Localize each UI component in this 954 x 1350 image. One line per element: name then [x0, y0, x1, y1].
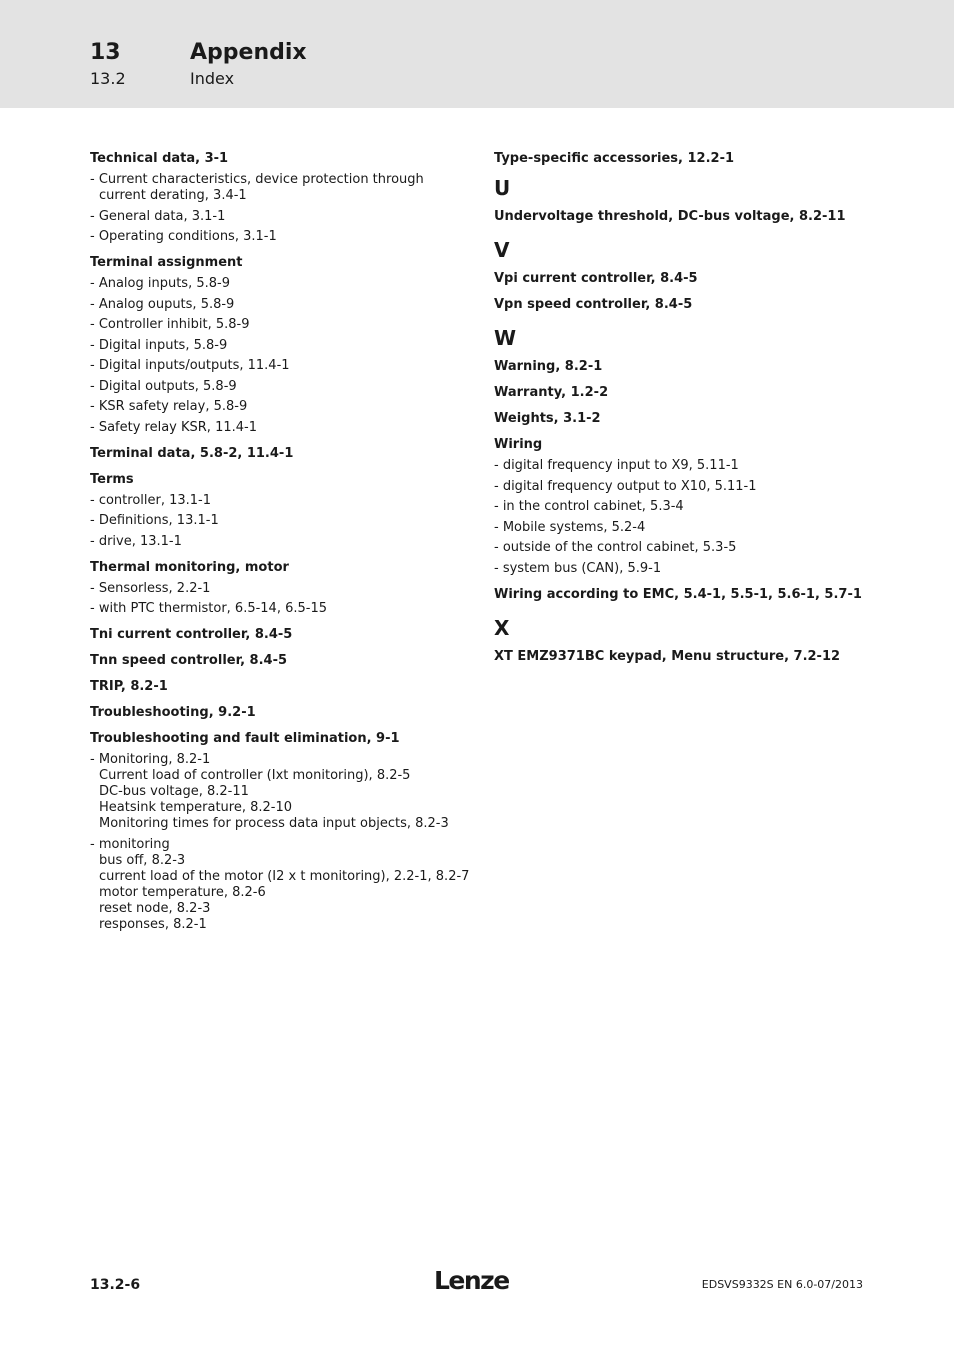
index-subentry-line: - Digital outputs, 5.8-9 — [90, 378, 237, 394]
index-subentry — [90, 229, 480, 245]
index-subentry-line: reset node, 8.2-3 — [99, 900, 211, 916]
index-subentry-line: - Analog inputs, 5.8-9 — [90, 276, 230, 291]
index-column-left — [90, 151, 480, 943]
index-subentry — [90, 338, 480, 354]
index-subentry — [90, 601, 480, 617]
index-subentry-line: Current load of controller (Ixt monitoring), 8.2-5 — [99, 768, 411, 783]
index-subentry — [90, 297, 480, 313]
index-subentry — [494, 479, 924, 495]
index-subentry-line: - Monitoring, 8.2-1 — [90, 752, 211, 767]
index-entry — [90, 472, 480, 550]
index-entry — [90, 705, 480, 721]
index-entry — [494, 359, 924, 375]
section-title: Index — [190, 69, 235, 88]
index-subentry-line: - Sensorless, 2.2-1 — [90, 580, 211, 596]
index-entry — [494, 297, 924, 313]
index-entry — [90, 446, 480, 462]
index-subentry-line: - controller, 13.1-1 — [90, 492, 212, 508]
index-subentry-line: - Controller inhibit, 5.8-9 — [90, 317, 250, 332]
index-term: Type-specific accessories, 12.2-1 — [494, 151, 735, 166]
index-subentry — [90, 420, 480, 436]
index-letter-heading: U — [494, 176, 511, 200]
index-term: Wiring — [494, 437, 543, 452]
index-subentry-line: - system bus (CAN), 5.9-1 — [494, 560, 662, 576]
index-entry — [90, 151, 480, 245]
index-term: Terms — [90, 471, 134, 487]
index-entry — [494, 209, 924, 225]
index-term: Terminal data, 5.8-2, 11.4-1 — [90, 445, 294, 461]
index-subentry-line: - Digital inputs/outputs, 11.4-1 — [90, 358, 290, 373]
index-entry — [494, 437, 924, 577]
index-letter-heading: V — [494, 238, 510, 262]
index-subentry — [90, 317, 480, 333]
index-entry — [90, 255, 480, 436]
index-subentry-line: - General data, 3.1-1 — [90, 208, 226, 224]
index-subentry-line: - digital frequency input to X9, 5.11-1 — [494, 458, 739, 473]
index-entry — [494, 151, 924, 167]
index-term: TRIP, 8.2-1 — [90, 679, 168, 694]
index-term: Troubleshooting and fault elimination, 9-1 — [90, 731, 400, 746]
index-subentry — [494, 499, 924, 515]
page-header — [0, 0, 954, 108]
index-entry — [494, 271, 924, 287]
index-subentry-line: Monitoring times for process data input objects, 8.2-3 — [99, 816, 449, 831]
index-subentry-line: bus off, 8.2-3 — [99, 852, 186, 868]
document-id: EDSVS9332S EN 6.0-07/2013 — [701, 1278, 863, 1291]
index-subentry-line: motor temperature, 8.2-6 — [99, 884, 266, 900]
index-subentry — [494, 520, 924, 536]
svg-text:Lenze: Lenze — [434, 1266, 509, 1295]
index-subentry — [90, 358, 480, 374]
index-subentry-line: - Digital inputs, 5.8-9 — [90, 337, 228, 353]
index-subentry-line: - in the control cabinet, 5.3-4 — [494, 499, 684, 514]
index-subentry-line: - Operating conditions, 3.1-1 — [90, 229, 277, 244]
index-term: Vpn speed controller, 8.4-5 — [494, 297, 693, 312]
index-entry — [90, 653, 480, 669]
index-term: Terminal assignment — [90, 255, 243, 270]
index-term: Vpi current controller, 8.4-5 — [494, 271, 698, 286]
index-subentry-line: - KSR safety relay, 5.8-9 — [90, 399, 248, 414]
index-subentry-line: - Analog ouputs, 5.8-9 — [90, 296, 235, 312]
index-subentry — [90, 752, 480, 832]
chapter-title: Appendix — [190, 40, 307, 65]
index-entry — [494, 587, 924, 603]
index-subentry-line: - Mobile systems, 5.2-4 — [494, 519, 646, 535]
index-subentry-line: DC-bus voltage, 8.2-11 — [99, 784, 249, 799]
index-entry — [494, 385, 924, 401]
index-subentry-line: - monitoring — [90, 836, 170, 852]
index-subentry-line: - Definitions, 13.1-1 — [90, 513, 219, 528]
index-subentry — [90, 581, 480, 597]
index-letter-heading: W — [494, 326, 517, 350]
index-entry — [494, 411, 924, 427]
index-subentry — [90, 399, 480, 415]
index-subentry-line: - outside of the control cabinet, 5.3-5 — [494, 540, 737, 555]
index-entry — [90, 679, 480, 695]
index-subentry — [90, 534, 480, 550]
lenze-logo-icon — [432, 1265, 516, 1295]
index-subentry — [494, 540, 924, 556]
index-term: Technical data, 3-1 — [90, 151, 229, 166]
index-subentry — [90, 513, 480, 529]
section-number: 13.2 — [90, 69, 126, 88]
index-subentry-line: - drive, 13.1-1 — [90, 533, 182, 549]
index-subentry-line: - Safety relay KSR, 11.4-1 — [90, 419, 257, 435]
index-subentry-line: - with PTC thermistor, 6.5-14, 6.5-15 — [90, 601, 328, 616]
index-term: Warranty, 1.2-2 — [494, 385, 609, 400]
index-entry — [90, 560, 480, 618]
index-column-right — [494, 151, 924, 675]
index-term: Thermal monitoring, motor — [90, 559, 289, 575]
index-subentry — [90, 209, 480, 225]
index-subentry — [494, 561, 924, 577]
index-term: XT EMZ9371BC keypad, Menu structure, 7.2-12 — [494, 648, 841, 664]
index-term: Undervoltage threshold, DC-bus voltage, 8.2-11 — [494, 209, 846, 224]
index-subentry-line: current load of the motor (I2 x t monitoring), 2.2-1, 8.2-7 — [99, 868, 470, 884]
index-entry — [494, 649, 924, 665]
index-subentry — [494, 458, 924, 474]
index-subentry — [90, 172, 480, 204]
index-subentry — [90, 493, 480, 509]
index-term: Tnn speed controller, 8.4-5 — [90, 653, 288, 668]
index-entry — [90, 627, 480, 643]
index-term: Warning, 8.2-1 — [494, 359, 603, 374]
index-entry — [90, 731, 480, 933]
chapter-number: 13 — [90, 40, 121, 65]
index-subentry-line: responses, 8.2-1 — [99, 916, 207, 932]
index-subentry — [90, 379, 480, 395]
index-subentry-line: Heatsink temperature, 8.2-10 — [99, 800, 293, 815]
index-term: Weights, 3.1-2 — [494, 411, 601, 426]
index-subentry-line: - digital frequency output to X10, 5.11-1 — [494, 478, 757, 494]
index-letter-heading: X — [494, 615, 510, 640]
index-subentry — [90, 837, 480, 933]
page-number: 13.2-6 — [90, 1277, 141, 1293]
index-subentry-line: - Current characteristics, device protection through — [90, 172, 424, 187]
index-term: Tni current controller, 8.4-5 — [90, 627, 293, 642]
index-term: Wiring according to EMC, 5.4-1, 5.5-1, 5.6-1, 5.7-1 — [494, 586, 862, 602]
index-subentry — [90, 276, 480, 292]
index-term: Troubleshooting, 9.2-1 — [90, 705, 256, 720]
index-subentry-line: current derating, 3.4-1 — [99, 188, 247, 203]
